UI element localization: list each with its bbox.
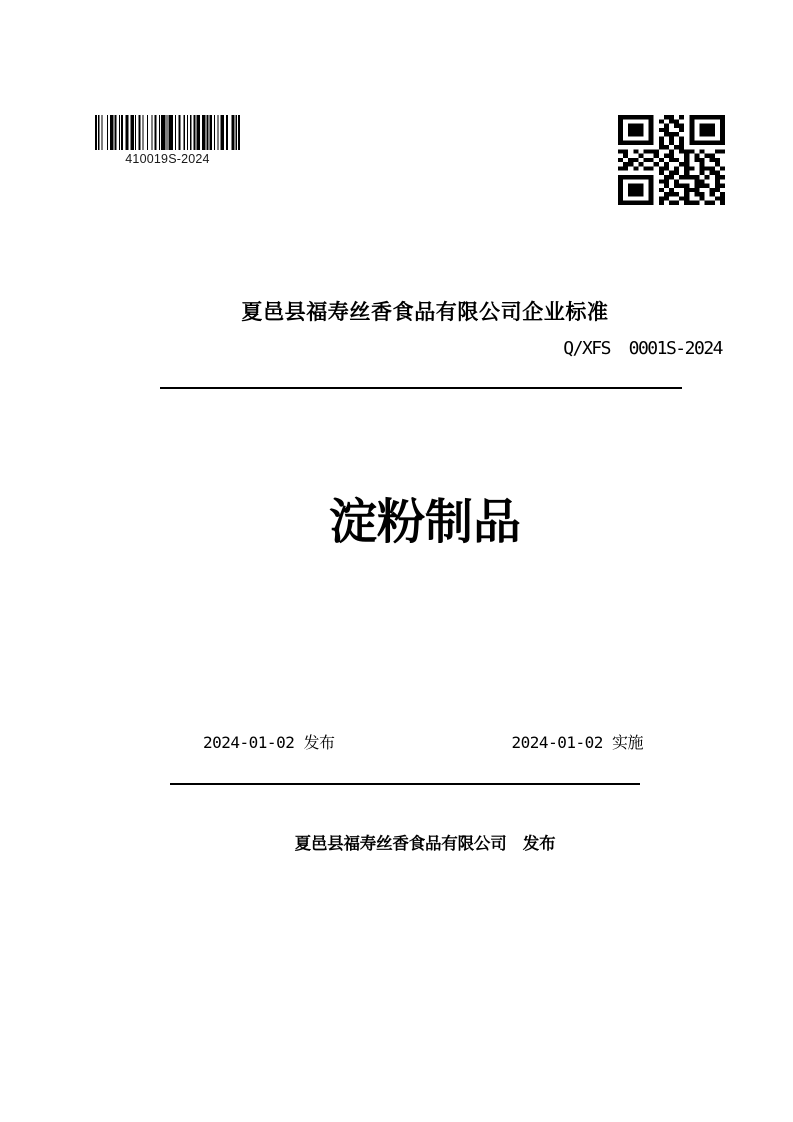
document-title: 淀粉制品 — [328, 496, 521, 549]
bottom-divider — [170, 783, 640, 785]
barcode-label: 410019S-2024 — [125, 152, 210, 166]
company-standard-heading: 夏邑县福寿丝香食品有限公司企业标准 — [241, 301, 609, 324]
release-date: 2024-01-02 发布 — [203, 733, 335, 752]
top-divider — [160, 387, 682, 389]
barcode — [95, 115, 240, 166]
implementation-date: 2024-01-02 实施 — [511, 733, 643, 752]
qr-code-image — [618, 115, 725, 205]
publisher-line: 夏邑县福寿丝香食品有限公司 发布 — [294, 835, 556, 853]
barcode-image — [95, 115, 240, 150]
standard-number: Q/XFS 0001S-2024 — [563, 338, 722, 359]
